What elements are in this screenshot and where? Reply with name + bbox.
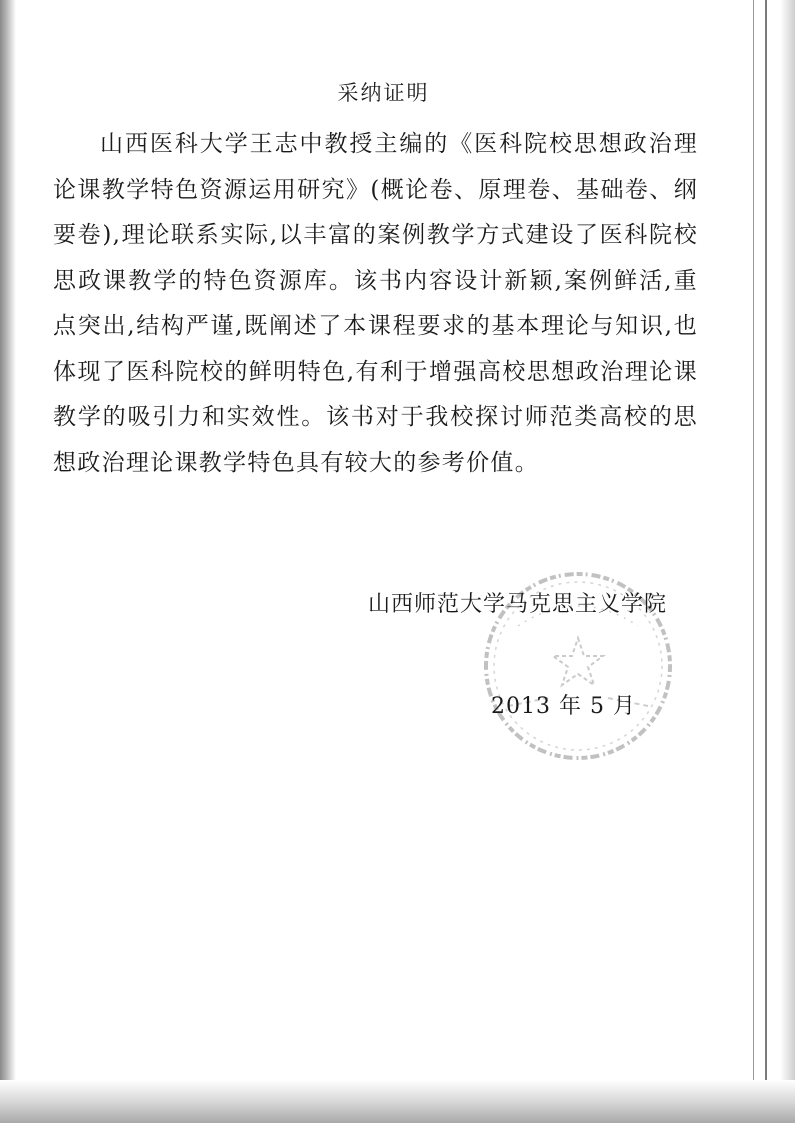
scan-right-edge xyxy=(753,0,754,1123)
document-body: 山西医科大学王志中教授主编的《医科院校思想政治理论课教学特色资源运用研究》(概论卷、原理卷、基础卷、纲要卷),理论联系实际,以丰富的案例教学方式建设了医科院校思政课教学的特色资源库。该书内容设计新颖,案例鲜活,重点突出,结构严谨,既阐述了本课程要求的基本理论与知识,也体现了医科院校的鲜明特色,有利于增强高校思想政治理论课教学的吸引力和实效性。该书对于我校探讨师范类高校的思想政治理论课教学特色具有较大的参考价值。 xyxy=(53,131,698,476)
document-title: 采纳证明 xyxy=(337,81,430,105)
scan-right-edge-dark xyxy=(765,0,767,1123)
issuing-organization: 山西师范大学马克思主义学院 xyxy=(368,592,668,617)
scan-right-shadow xyxy=(780,0,795,1123)
issue-date: 2013 年 5 月 xyxy=(491,694,636,719)
scan-left-edge xyxy=(0,0,16,1123)
scan-bottom-shadow xyxy=(0,1080,795,1123)
